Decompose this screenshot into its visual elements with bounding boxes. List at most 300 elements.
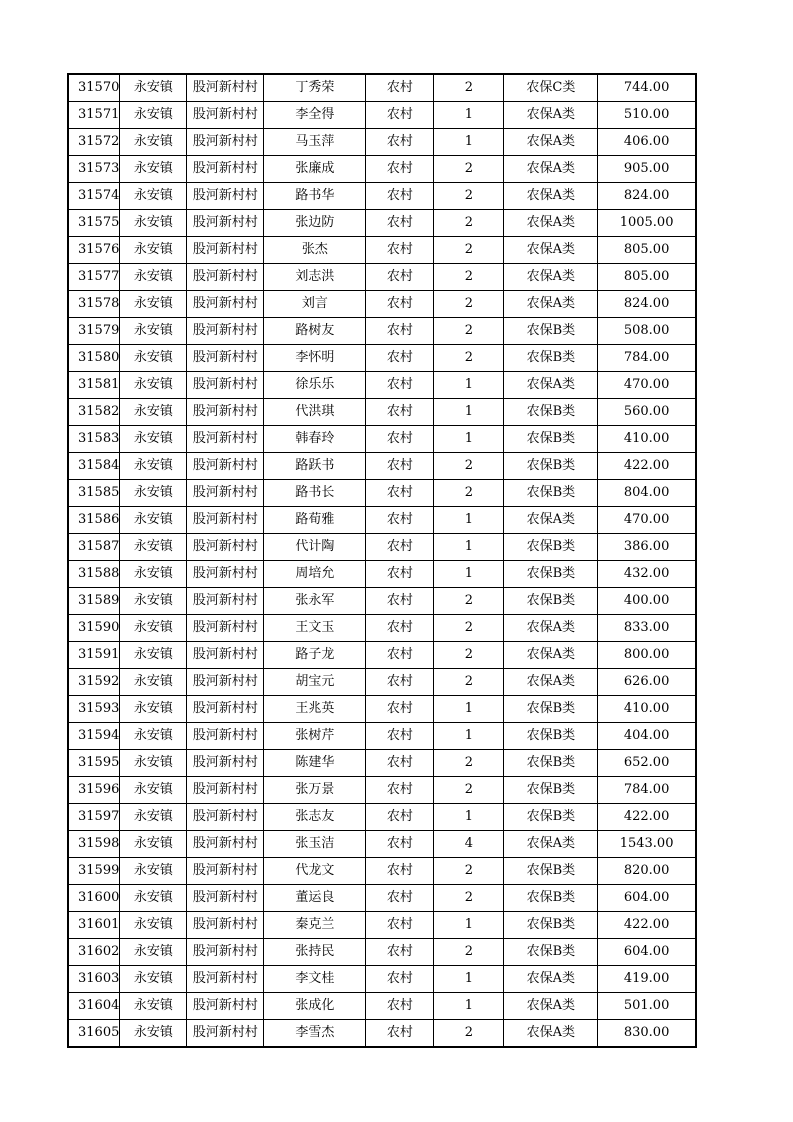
village-cell: 股河新村村 — [187, 912, 264, 939]
area-type-cell: 农村 — [366, 777, 434, 804]
amount-cell: 604.00 — [598, 939, 696, 966]
insurance-category-cell: 农保A类 — [504, 642, 598, 669]
insurance-category-cell: 农保B类 — [504, 750, 598, 777]
insurance-category-cell: 农保A类 — [504, 1020, 598, 1048]
amount-cell: 833.00 — [598, 615, 696, 642]
record-id-cell: 31603 — [68, 966, 120, 993]
town-cell: 永安镇 — [120, 777, 187, 804]
household-size-cell: 2 — [434, 777, 504, 804]
insurance-category-cell: 农保A类 — [504, 264, 598, 291]
insurance-category-cell: 农保B类 — [504, 318, 598, 345]
household-size-cell: 1 — [434, 534, 504, 561]
village-cell: 股河新村村 — [187, 750, 264, 777]
village-cell: 股河新村村 — [187, 183, 264, 210]
amount-cell: 744.00 — [598, 74, 696, 102]
household-size-cell: 2 — [434, 588, 504, 615]
amount-cell: 400.00 — [598, 588, 696, 615]
person-name-cell: 张志友 — [264, 804, 366, 831]
town-cell: 永安镇 — [120, 858, 187, 885]
town-cell: 永安镇 — [120, 939, 187, 966]
person-name-cell: 秦克兰 — [264, 912, 366, 939]
roster-table — [67, 73, 697, 1048]
record-id-cell: 31570 — [68, 74, 120, 102]
household-size-cell: 2 — [434, 885, 504, 912]
record-id-cell: 31575 — [68, 210, 120, 237]
area-type-cell: 农村 — [366, 426, 434, 453]
area-type-cell: 农村 — [366, 74, 434, 102]
town-cell: 永安镇 — [120, 480, 187, 507]
area-type-cell: 农村 — [366, 642, 434, 669]
record-id-cell: 31594 — [68, 723, 120, 750]
record-id-cell: 31578 — [68, 291, 120, 318]
insurance-category-cell: 农保A类 — [504, 237, 598, 264]
village-cell: 股河新村村 — [187, 74, 264, 102]
household-size-cell: 2 — [434, 264, 504, 291]
record-id-cell: 31586 — [68, 507, 120, 534]
record-id-cell: 31577 — [68, 264, 120, 291]
household-size-cell: 2 — [434, 480, 504, 507]
household-size-cell: 2 — [434, 237, 504, 264]
table-row — [68, 939, 696, 966]
table-row — [68, 507, 696, 534]
record-id-cell: 31592 — [68, 669, 120, 696]
amount-cell: 422.00 — [598, 912, 696, 939]
village-cell: 股河新村村 — [187, 156, 264, 183]
table-row — [68, 669, 696, 696]
town-cell: 永安镇 — [120, 426, 187, 453]
table-row — [68, 210, 696, 237]
area-type-cell: 农村 — [366, 1020, 434, 1048]
record-id-cell: 31572 — [68, 129, 120, 156]
household-size-cell: 2 — [434, 1020, 504, 1048]
table-row — [68, 237, 696, 264]
insurance-category-cell: 农保B类 — [504, 345, 598, 372]
person-name-cell: 张廉成 — [264, 156, 366, 183]
household-size-cell: 1 — [434, 507, 504, 534]
record-id-cell: 31593 — [68, 696, 120, 723]
area-type-cell: 农村 — [366, 345, 434, 372]
amount-cell: 1005.00 — [598, 210, 696, 237]
area-type-cell: 农村 — [366, 939, 434, 966]
record-id-cell: 31587 — [68, 534, 120, 561]
area-type-cell: 农村 — [366, 696, 434, 723]
area-type-cell: 农村 — [366, 588, 434, 615]
table-row — [68, 372, 696, 399]
household-size-cell: 2 — [434, 291, 504, 318]
table-row — [68, 777, 696, 804]
record-id-cell: 31583 — [68, 426, 120, 453]
town-cell: 永安镇 — [120, 669, 187, 696]
village-cell: 股河新村村 — [187, 372, 264, 399]
village-cell: 股河新村村 — [187, 210, 264, 237]
town-cell: 永安镇 — [120, 237, 187, 264]
village-cell: 股河新村村 — [187, 264, 264, 291]
person-name-cell: 董运良 — [264, 885, 366, 912]
area-type-cell: 农村 — [366, 129, 434, 156]
area-type-cell: 农村 — [366, 966, 434, 993]
amount-cell: 905.00 — [598, 156, 696, 183]
insurance-category-cell: 农保B类 — [504, 804, 598, 831]
household-size-cell: 1 — [434, 993, 504, 1020]
amount-cell: 470.00 — [598, 372, 696, 399]
amount-cell: 784.00 — [598, 345, 696, 372]
town-cell: 永安镇 — [120, 264, 187, 291]
town-cell: 永安镇 — [120, 1020, 187, 1048]
record-id-cell: 31585 — [68, 480, 120, 507]
person-name-cell: 刘言 — [264, 291, 366, 318]
household-size-cell: 1 — [434, 102, 504, 129]
amount-cell: 805.00 — [598, 264, 696, 291]
table-row — [68, 345, 696, 372]
amount-cell: 824.00 — [598, 291, 696, 318]
table-row — [68, 750, 696, 777]
town-cell: 永安镇 — [120, 831, 187, 858]
village-cell: 股河新村村 — [187, 507, 264, 534]
town-cell: 永安镇 — [120, 372, 187, 399]
village-cell: 股河新村村 — [187, 966, 264, 993]
insurance-category-cell: 农保B类 — [504, 858, 598, 885]
person-name-cell: 徐乐乐 — [264, 372, 366, 399]
record-id-cell: 31591 — [68, 642, 120, 669]
town-cell: 永安镇 — [120, 642, 187, 669]
area-type-cell: 农村 — [366, 885, 434, 912]
record-id-cell: 31605 — [68, 1020, 120, 1048]
table-row — [68, 561, 696, 588]
town-cell: 永安镇 — [120, 993, 187, 1020]
village-cell: 股河新村村 — [187, 804, 264, 831]
area-type-cell: 农村 — [366, 669, 434, 696]
village-cell: 股河新村村 — [187, 534, 264, 561]
record-id-cell: 31574 — [68, 183, 120, 210]
area-type-cell: 农村 — [366, 183, 434, 210]
person-name-cell: 代计陶 — [264, 534, 366, 561]
village-cell: 股河新村村 — [187, 669, 264, 696]
record-id-cell: 31598 — [68, 831, 120, 858]
insurance-category-cell: 农保A类 — [504, 291, 598, 318]
table-row — [68, 723, 696, 750]
amount-cell: 800.00 — [598, 642, 696, 669]
person-name-cell: 刘志洪 — [264, 264, 366, 291]
area-type-cell: 农村 — [366, 804, 434, 831]
record-id-cell: 31595 — [68, 750, 120, 777]
town-cell: 永安镇 — [120, 399, 187, 426]
household-size-cell: 4 — [434, 831, 504, 858]
person-name-cell: 张永军 — [264, 588, 366, 615]
town-cell: 永安镇 — [120, 534, 187, 561]
town-cell: 永安镇 — [120, 588, 187, 615]
insurance-category-cell: 农保B类 — [504, 588, 598, 615]
town-cell: 永安镇 — [120, 102, 187, 129]
table-row — [68, 291, 696, 318]
insurance-category-cell: 农保B类 — [504, 561, 598, 588]
table-row — [68, 129, 696, 156]
village-cell: 股河新村村 — [187, 453, 264, 480]
record-id-cell: 31581 — [68, 372, 120, 399]
table-row — [68, 453, 696, 480]
area-type-cell: 农村 — [366, 831, 434, 858]
table-row — [68, 804, 696, 831]
person-name-cell: 王文玉 — [264, 615, 366, 642]
person-name-cell: 李文桂 — [264, 966, 366, 993]
amount-cell: 422.00 — [598, 804, 696, 831]
household-size-cell: 2 — [434, 615, 504, 642]
town-cell: 永安镇 — [120, 804, 187, 831]
household-size-cell: 2 — [434, 74, 504, 102]
household-size-cell: 1 — [434, 912, 504, 939]
household-size-cell: 1 — [434, 426, 504, 453]
village-cell: 股河新村村 — [187, 561, 264, 588]
amount-cell: 406.00 — [598, 129, 696, 156]
area-type-cell: 农村 — [366, 480, 434, 507]
village-cell: 股河新村村 — [187, 885, 264, 912]
insurance-category-cell: 农保A类 — [504, 183, 598, 210]
insurance-category-cell: 农保C类 — [504, 74, 598, 102]
amount-cell: 805.00 — [598, 237, 696, 264]
village-cell: 股河新村村 — [187, 129, 264, 156]
person-name-cell: 李雪杰 — [264, 1020, 366, 1048]
insurance-category-cell: 农保B类 — [504, 885, 598, 912]
household-size-cell: 2 — [434, 183, 504, 210]
town-cell: 永安镇 — [120, 345, 187, 372]
amount-cell: 501.00 — [598, 993, 696, 1020]
town-cell: 永安镇 — [120, 210, 187, 237]
area-type-cell: 农村 — [366, 318, 434, 345]
amount-cell: 386.00 — [598, 534, 696, 561]
insurance-category-cell: 农保B类 — [504, 534, 598, 561]
table-row — [68, 399, 696, 426]
table-row — [68, 966, 696, 993]
amount-cell: 432.00 — [598, 561, 696, 588]
record-id-cell: 31596 — [68, 777, 120, 804]
record-id-cell: 31579 — [68, 318, 120, 345]
amount-cell: 626.00 — [598, 669, 696, 696]
area-type-cell: 农村 — [366, 993, 434, 1020]
table-row — [68, 912, 696, 939]
record-id-cell: 31604 — [68, 993, 120, 1020]
table-body — [68, 74, 696, 1047]
area-type-cell: 农村 — [366, 210, 434, 237]
person-name-cell: 代洪琪 — [264, 399, 366, 426]
town-cell: 永安镇 — [120, 885, 187, 912]
person-name-cell: 路书长 — [264, 480, 366, 507]
person-name-cell: 王兆英 — [264, 696, 366, 723]
table-row — [68, 588, 696, 615]
table-row — [68, 480, 696, 507]
insurance-category-cell: 农保B类 — [504, 939, 598, 966]
town-cell: 永安镇 — [120, 912, 187, 939]
town-cell: 永安镇 — [120, 723, 187, 750]
household-size-cell: 1 — [434, 399, 504, 426]
town-cell: 永安镇 — [120, 966, 187, 993]
table-row — [68, 156, 696, 183]
record-id-cell: 31599 — [68, 858, 120, 885]
household-size-cell: 1 — [434, 723, 504, 750]
person-name-cell: 马玉萍 — [264, 129, 366, 156]
record-id-cell: 31590 — [68, 615, 120, 642]
town-cell: 永安镇 — [120, 615, 187, 642]
area-type-cell: 农村 — [366, 453, 434, 480]
village-cell: 股河新村村 — [187, 858, 264, 885]
table-row — [68, 74, 696, 102]
amount-cell: 410.00 — [598, 696, 696, 723]
person-name-cell: 路荀雅 — [264, 507, 366, 534]
village-cell: 股河新村村 — [187, 399, 264, 426]
table-row — [68, 858, 696, 885]
area-type-cell: 农村 — [366, 372, 434, 399]
amount-cell: 419.00 — [598, 966, 696, 993]
town-cell: 永安镇 — [120, 750, 187, 777]
amount-cell: 652.00 — [598, 750, 696, 777]
insurance-category-cell: 农保B类 — [504, 426, 598, 453]
record-id-cell: 31589 — [68, 588, 120, 615]
amount-cell: 404.00 — [598, 723, 696, 750]
amount-cell: 784.00 — [598, 777, 696, 804]
table-row — [68, 615, 696, 642]
person-name-cell: 代龙文 — [264, 858, 366, 885]
record-id-cell: 31571 — [68, 102, 120, 129]
area-type-cell: 农村 — [366, 858, 434, 885]
village-cell: 股河新村村 — [187, 642, 264, 669]
person-name-cell: 路书华 — [264, 183, 366, 210]
village-cell: 股河新村村 — [187, 237, 264, 264]
town-cell: 永安镇 — [120, 129, 187, 156]
area-type-cell: 农村 — [366, 534, 434, 561]
person-name-cell: 路树友 — [264, 318, 366, 345]
village-cell: 股河新村村 — [187, 291, 264, 318]
household-size-cell: 2 — [434, 669, 504, 696]
person-name-cell: 张持民 — [264, 939, 366, 966]
amount-cell: 824.00 — [598, 183, 696, 210]
amount-cell: 470.00 — [598, 507, 696, 534]
village-cell: 股河新村村 — [187, 426, 264, 453]
insurance-category-cell: 农保A类 — [504, 129, 598, 156]
town-cell: 永安镇 — [120, 183, 187, 210]
town-cell: 永安镇 — [120, 453, 187, 480]
amount-cell: 1543.00 — [598, 831, 696, 858]
person-name-cell: 张杰 — [264, 237, 366, 264]
household-size-cell: 1 — [434, 966, 504, 993]
village-cell: 股河新村村 — [187, 777, 264, 804]
amount-cell: 820.00 — [598, 858, 696, 885]
record-id-cell: 31597 — [68, 804, 120, 831]
area-type-cell: 农村 — [366, 507, 434, 534]
household-size-cell: 2 — [434, 345, 504, 372]
area-type-cell: 农村 — [366, 102, 434, 129]
insurance-category-cell: 农保B类 — [504, 399, 598, 426]
village-cell: 股河新村村 — [187, 723, 264, 750]
insurance-category-cell: 农保A类 — [504, 102, 598, 129]
insurance-category-cell: 农保A类 — [504, 210, 598, 237]
village-cell: 股河新村村 — [187, 102, 264, 129]
household-size-cell: 1 — [434, 372, 504, 399]
person-name-cell: 张树芹 — [264, 723, 366, 750]
insurance-category-cell: 农保A类 — [504, 831, 598, 858]
town-cell: 永安镇 — [120, 291, 187, 318]
area-type-cell: 农村 — [366, 615, 434, 642]
village-cell: 股河新村村 — [187, 831, 264, 858]
insurance-category-cell: 农保B类 — [504, 723, 598, 750]
person-name-cell: 路跃书 — [264, 453, 366, 480]
insurance-category-cell: 农保B类 — [504, 696, 598, 723]
household-size-cell: 2 — [434, 858, 504, 885]
table-row — [68, 426, 696, 453]
table-row — [68, 102, 696, 129]
person-name-cell: 张成化 — [264, 993, 366, 1020]
table-row — [68, 993, 696, 1020]
amount-cell: 804.00 — [598, 480, 696, 507]
town-cell: 永安镇 — [120, 74, 187, 102]
insurance-category-cell: 农保A类 — [504, 507, 598, 534]
village-cell: 股河新村村 — [187, 939, 264, 966]
area-type-cell: 农村 — [366, 237, 434, 264]
amount-cell: 604.00 — [598, 885, 696, 912]
insurance-category-cell: 农保A类 — [504, 966, 598, 993]
record-id-cell: 31584 — [68, 453, 120, 480]
table-row — [68, 885, 696, 912]
amount-cell: 830.00 — [598, 1020, 696, 1048]
person-name-cell: 丁秀荣 — [264, 74, 366, 102]
household-size-cell: 2 — [434, 210, 504, 237]
person-name-cell: 张边防 — [264, 210, 366, 237]
household-size-cell: 2 — [434, 750, 504, 777]
area-type-cell: 农村 — [366, 264, 434, 291]
village-cell: 股河新村村 — [187, 615, 264, 642]
table-row — [68, 696, 696, 723]
town-cell: 永安镇 — [120, 561, 187, 588]
town-cell: 永安镇 — [120, 696, 187, 723]
insurance-category-cell: 农保B类 — [504, 777, 598, 804]
household-size-cell: 2 — [434, 453, 504, 480]
record-id-cell: 31573 — [68, 156, 120, 183]
record-id-cell: 31588 — [68, 561, 120, 588]
person-name-cell: 李全得 — [264, 102, 366, 129]
insurance-category-cell: 农保A类 — [504, 372, 598, 399]
insurance-category-cell: 农保B类 — [504, 912, 598, 939]
insurance-category-cell: 农保B类 — [504, 453, 598, 480]
table-row — [68, 642, 696, 669]
village-cell: 股河新村村 — [187, 1020, 264, 1048]
amount-cell: 422.00 — [598, 453, 696, 480]
person-name-cell: 周培允 — [264, 561, 366, 588]
table-row — [68, 1020, 696, 1048]
amount-cell: 410.00 — [598, 426, 696, 453]
record-id-cell: 31580 — [68, 345, 120, 372]
town-cell: 永安镇 — [120, 507, 187, 534]
table-row — [68, 534, 696, 561]
household-size-cell: 2 — [434, 642, 504, 669]
area-type-cell: 农村 — [366, 723, 434, 750]
table-row — [68, 264, 696, 291]
table-row — [68, 318, 696, 345]
area-type-cell: 农村 — [366, 156, 434, 183]
person-name-cell: 张玉洁 — [264, 831, 366, 858]
record-id-cell: 31600 — [68, 885, 120, 912]
insurance-category-cell: 农保B类 — [504, 480, 598, 507]
village-cell: 股河新村村 — [187, 588, 264, 615]
insurance-category-cell: 农保A类 — [504, 615, 598, 642]
record-id-cell: 31576 — [68, 237, 120, 264]
household-size-cell: 1 — [434, 561, 504, 588]
village-cell: 股河新村村 — [187, 696, 264, 723]
insurance-category-cell: 农保A类 — [504, 669, 598, 696]
area-type-cell: 农村 — [366, 750, 434, 777]
amount-cell: 508.00 — [598, 318, 696, 345]
area-type-cell: 农村 — [366, 561, 434, 588]
village-cell: 股河新村村 — [187, 345, 264, 372]
household-size-cell: 2 — [434, 318, 504, 345]
person-name-cell: 李怀明 — [264, 345, 366, 372]
insurance-category-cell: 农保A类 — [504, 993, 598, 1020]
